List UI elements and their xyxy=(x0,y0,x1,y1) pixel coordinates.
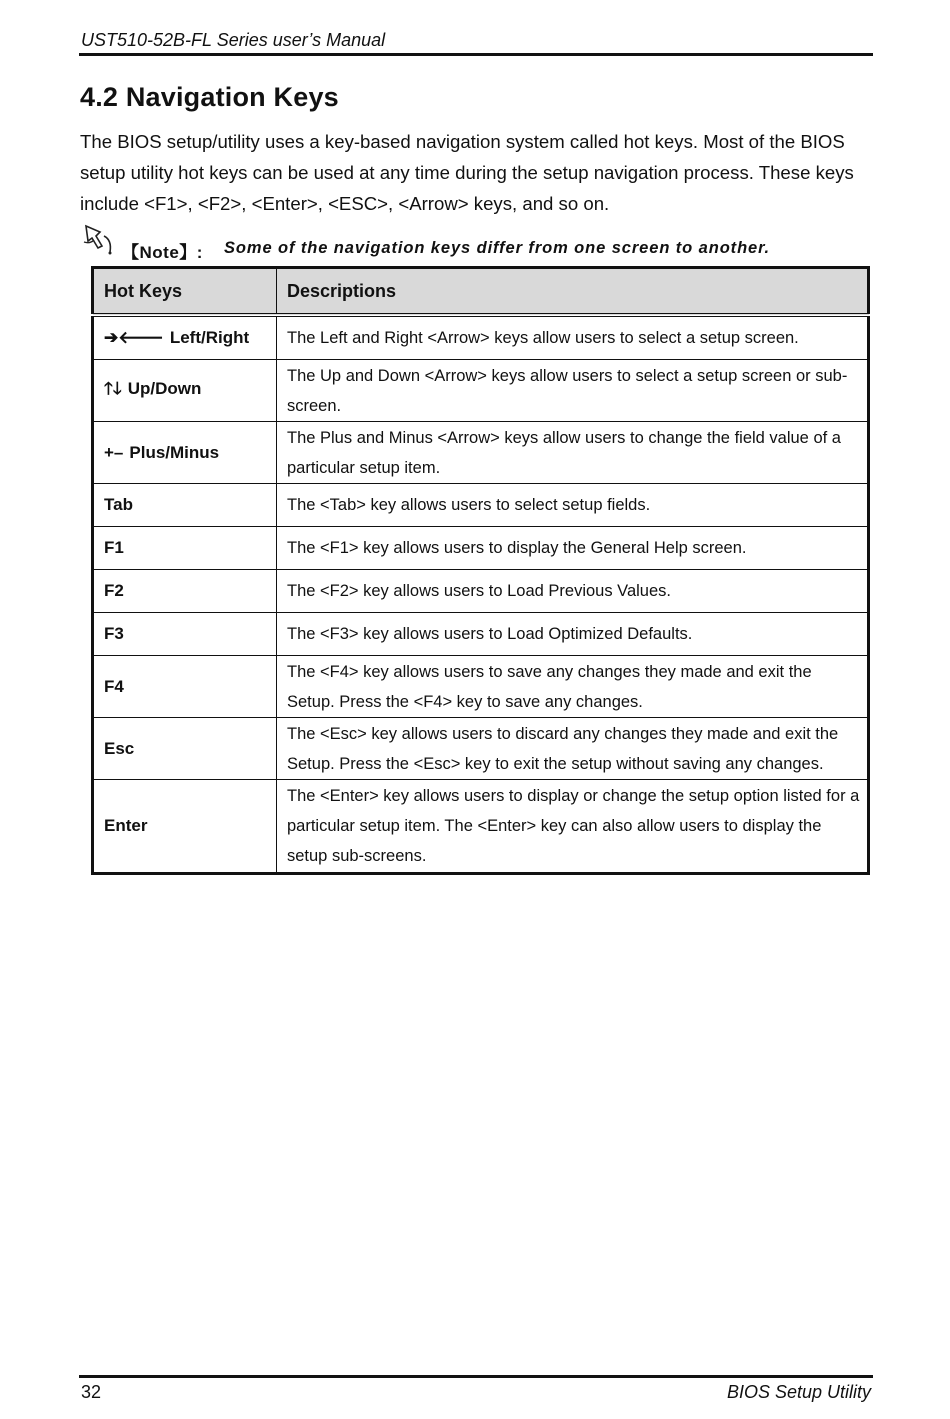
description-cell: The Up and Down <Arrow> keys allow users to select a setup screen or sub-screen. xyxy=(277,360,869,422)
key-name: Esc xyxy=(93,718,277,780)
key-name: Left/Right xyxy=(169,328,250,347)
table-row xyxy=(93,780,869,874)
description-cell: The Left and Right <Arrow> keys allow users to select a setup screen. xyxy=(277,315,869,360)
table-header-row xyxy=(93,268,869,316)
key-name: F1 xyxy=(93,527,277,570)
note-text: Some of the navigation keys differ from one screen to another. xyxy=(224,239,771,257)
key-name: Up/Down xyxy=(127,379,202,398)
table-row xyxy=(93,422,869,484)
section-heading: 4.2 Navigation Keys xyxy=(80,82,339,112)
description-cell: The <F3> key allows users to Load Optimized Defaults. xyxy=(277,613,869,656)
description-cell: The Plus and Minus <Arrow> keys allow users to change the field value of a particular setup item. xyxy=(277,422,869,484)
intro-paragraph: The BIOS setup/utility uses a key-based navigation system called hot keys. Most of the BIOS setup utility hot keys can be used at any time during the setup navigation process. These keys include <F1>, <F2>, <Enter>, <ESC>, <Arrow> keys, and so on. xyxy=(80,131,854,214)
table-row xyxy=(93,315,869,360)
key-name: F3 xyxy=(93,613,277,656)
table-row xyxy=(93,570,869,613)
plus-minus-icon: +– xyxy=(104,442,124,462)
left-right-arrow-icon: ➔🡐 xyxy=(104,328,164,347)
header-hot-keys: Hot Keys xyxy=(93,268,277,316)
header-divider xyxy=(79,53,873,56)
key-cell xyxy=(93,315,277,360)
navigation-keys-table xyxy=(91,266,870,875)
footer-section-title: BIOS Setup Utility xyxy=(726,1382,871,1402)
key-cell xyxy=(93,360,277,422)
key-cell xyxy=(93,422,277,484)
page-number: 32 xyxy=(81,1382,102,1402)
manual-title: UST510-52B-FL Series user’s Manual xyxy=(81,30,386,50)
table-row xyxy=(93,360,869,422)
description-cell: The <F1> key allows users to display the General Help screen. xyxy=(277,527,869,570)
table-row xyxy=(93,718,869,780)
key-name: F4 xyxy=(93,656,277,718)
key-name: Enter xyxy=(93,780,277,874)
key-name: Plus/Minus xyxy=(129,442,220,462)
description-cell: The <Tab> key allows users to select setup fields. xyxy=(277,484,869,527)
table-row xyxy=(93,613,869,656)
description-cell: The <F4> key allows users to save any changes they made and exit the Setup. Press the <F4> key to save any changes. xyxy=(277,656,869,718)
description-cell: The <F2> key allows users to Load Previous Values. xyxy=(277,570,869,613)
footer-divider xyxy=(79,1375,873,1378)
table-row xyxy=(93,527,869,570)
pushpin-note-icon xyxy=(80,222,118,256)
description-cell: The <Enter> key allows users to display or change the setup option listed for a particular setup item. The <Enter> key can also allow users to display the setup sub-screens. xyxy=(277,780,869,874)
table-row xyxy=(93,484,869,527)
header-descriptions: Descriptions xyxy=(277,268,869,316)
table-row xyxy=(93,656,869,718)
note xyxy=(80,222,880,262)
description-cell: The <Esc> key allows users to discard any changes they made and exit the Setup. Press the <Esc> key to exit the setup without saving any changes. xyxy=(277,718,869,780)
up-down-arrow-icon: 🡑🡓 xyxy=(104,379,122,398)
key-name: Tab xyxy=(93,484,277,527)
note-label: 【Note】: xyxy=(122,243,203,262)
key-name: F2 xyxy=(93,570,277,613)
